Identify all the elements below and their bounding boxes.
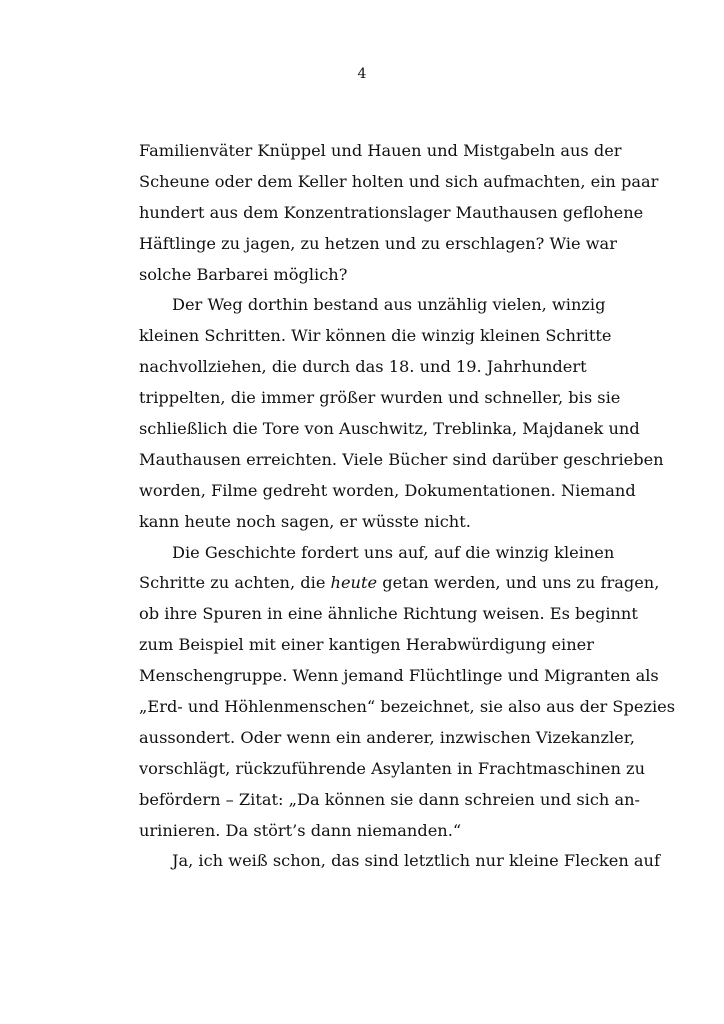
text-line: befördern – Zitat: „Da können sie dann schreien und sich an- xyxy=(139,789,640,809)
text-line: Mauthausen erreichten. Viele Bücher sind darüber geschrieben xyxy=(139,449,664,469)
text-line: worden, Filme gedreht worden, Dokumentationen. Niemand xyxy=(139,480,636,500)
paragraph-start-line: Der Weg dorthin bestand aus unzählig vielen, winzig xyxy=(172,295,606,315)
text-line: Häftlinge zu jagen, zu hetzen und zu erschlagen? Wie war xyxy=(139,233,617,253)
text-line: aussondert. Oder wenn ein anderer, inzwischen Vizekanzler, xyxy=(139,727,635,747)
paragraph-start-line: Ja, ich weiß schon, das sind letztlich nur kleine Flecken auf xyxy=(172,851,660,871)
text-line-with-emphasis xyxy=(139,568,660,599)
paragraph-start-line: Die Geschichte fordert uns auf, auf die winzig kleinen xyxy=(172,542,615,562)
text-line: zum Beispiel mit einer kantigen Herabwürdigung einer xyxy=(139,635,594,655)
text-segment: getan werden, und uns zu fragen, xyxy=(377,573,660,593)
text-line: „Erd- und Höhlenmenschen“ bezeichnet, sie also aus der Spezies xyxy=(139,697,676,717)
text-segment: Schritte zu achten, die xyxy=(139,573,331,593)
text-line: hundert aus dem Konzentrationslager Mauthausen geflohene xyxy=(139,202,644,222)
text-line: ob ihre Spuren in eine ähnliche Richtung weisen. Es beginnt xyxy=(139,604,638,624)
text-line: Menschengruppe. Wenn jemand Flüchtlinge und Migranten als xyxy=(139,666,659,686)
page-number: 4 xyxy=(357,66,367,82)
text-line: nachvollziehen, die durch das 18. und 19. Jahrhundert xyxy=(139,357,587,377)
text-line: solche Barbarei möglich? xyxy=(139,264,348,284)
text-line: vorschlägt, rückzuführende Asylanten in Frachtmaschinen zu xyxy=(139,758,646,778)
body-text xyxy=(139,136,676,877)
text-line: kann heute noch sagen, er wüsste nicht. xyxy=(139,511,471,531)
text-line: Scheune oder dem Keller holten und sich aufmachten, ein paar xyxy=(139,171,659,191)
text-line: urinieren. Da stört’s dann niemanden.“ xyxy=(139,820,462,840)
text-line: trippelten, die immer größer wurden und schneller, bis sie xyxy=(139,388,621,408)
emphasized-word: heute xyxy=(330,573,378,593)
text-line: Familienväter Knüppel und Hauen und Mistgabeln aus der xyxy=(139,141,622,160)
text-line: schließlich die Tore von Auschwitz, Treblinka, Majdanek und xyxy=(139,419,640,439)
text-line: kleinen Schritten. Wir können die winzig kleinen Schritte xyxy=(139,326,612,346)
